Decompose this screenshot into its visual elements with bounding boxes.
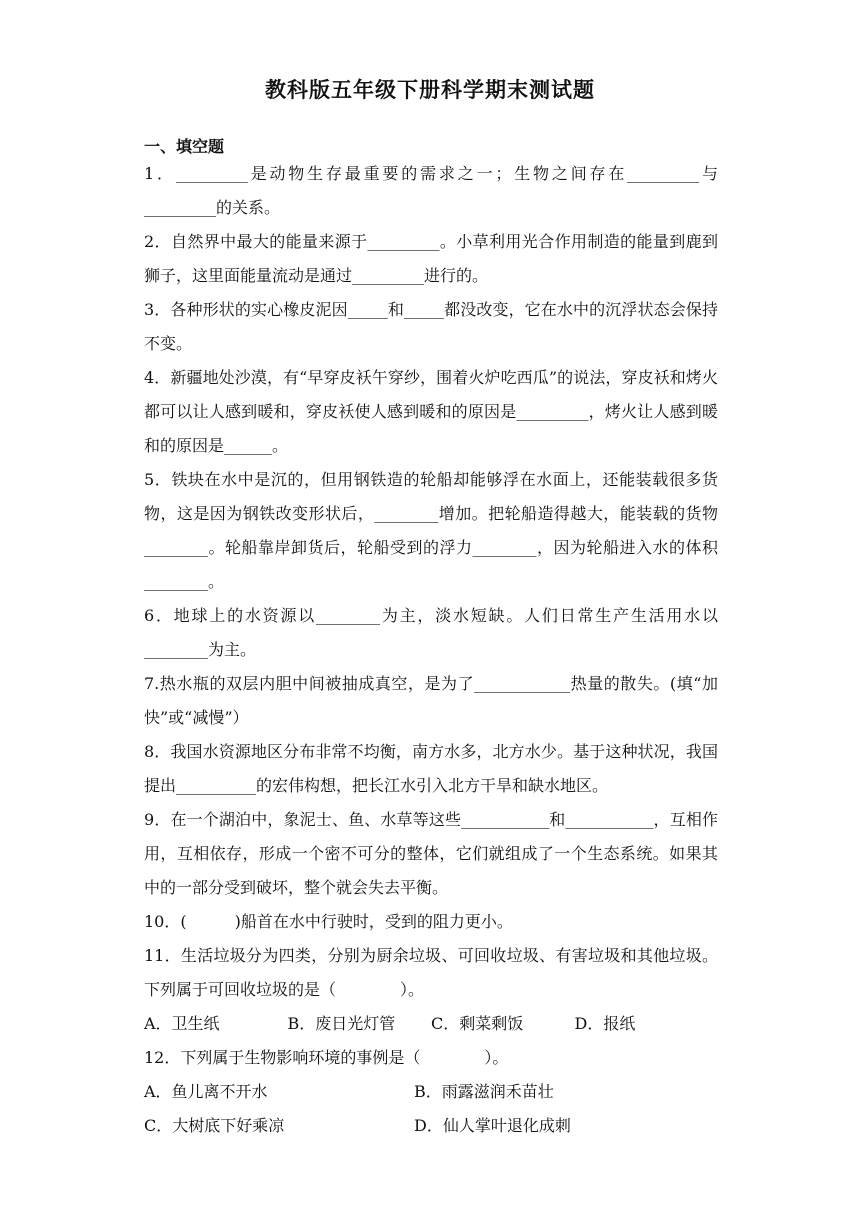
question-9: 9．在一个湖泊中，象泥士、鱼、水草等这些___________和___________，互相作用，互相依存，形成一个密不可分的整体，它们就组成了一个生态系统。如果其中的一部分受到破坏，整个就会失去平衡。 [144, 810, 718, 897]
option-b: B．废日光灯管 [287, 1014, 396, 1033]
question-11-options [144, 1007, 718, 1041]
option-a: A．卫生纸 [144, 1014, 220, 1033]
option-b: B．雨露滋润禾苗壮 [414, 1082, 554, 1101]
option-c: C．剩菜剩饭 [431, 1014, 524, 1033]
question-7: 7.热水瓶的双层内胆中间被抽成真空，是为了____________热量的散失。(填“加快”或“减慢”） [144, 674, 718, 727]
question-list [144, 157, 718, 1143]
question-11: 11．生活垃圾分为四类，分别为厨余垃圾、可回收垃圾、有害垃圾和其他垃圾。下列属于可回收垃圾的是（ ）。 [144, 946, 718, 999]
option-c: C．大树底下好乘凉 [144, 1116, 285, 1135]
question-2: 2．自然界中最大的能量来源于_________。小草利用光合作用制造的能量到鹿到狮子，这里面能量流动是通过_________进行的。 [144, 232, 718, 285]
question-12-options-row-1 [144, 1075, 718, 1109]
question-4: 4．新疆地处沙漠，有“早穿皮袄午穿纱，围着火炉吃西瓜”的说法，穿皮袄和烤火都可以让人感到暖和，穿皮袄使人感到暖和的原因是_________，烤火让人感到暖和的原因是______。 [144, 368, 718, 455]
question-8: 8．我国水资源地区分布非常不均衡，南方水多，北方水少。基于这种状况，我国提出__________的宏伟构想，把长江水引入北方干旱和缺水地区。 [144, 742, 718, 795]
question-3: 3．各种形状的实心橡皮泥因_____和_____都没改变，它在水中的沉浮状态会保持不变。 [144, 300, 718, 353]
question-12-options-row-2 [144, 1109, 718, 1143]
option-d: D．报纸 [574, 1014, 636, 1033]
question-5: 5．铁块在水中是沉的，但用钢铁造的轮船却能够浮在水面上，还能装载很多货物，这是因为钢铁改变形状后，________增加。把轮船造得越大，能装载的货物________。轮船靠岸卸货后，轮船受到的浮力________，因为轮船进入水的体积________。 [144, 470, 718, 591]
option-a: A．鱼儿离不开水 [144, 1082, 268, 1101]
question-12: 12．下列属于生物影响环境的事例是（ ）。 [144, 1048, 509, 1067]
question-6: 6．地球上的水资源以________为主，淡水短缺。人们日常生产生活用水以________为主。 [144, 606, 718, 659]
question-10: 10．( )船首在水中行驶时，受到的阻力更小。 [144, 912, 513, 931]
question-1: 1．_________是动物生存最重要的需求之一；生物之间存在_________与_________的关系。 [144, 164, 718, 217]
document-title: 教科版五年级下册科学期末测试题 [265, 78, 595, 102]
section-heading: 一、填空题 [144, 137, 225, 156]
option-d: D．仙人掌叶退化成刺 [414, 1116, 571, 1135]
